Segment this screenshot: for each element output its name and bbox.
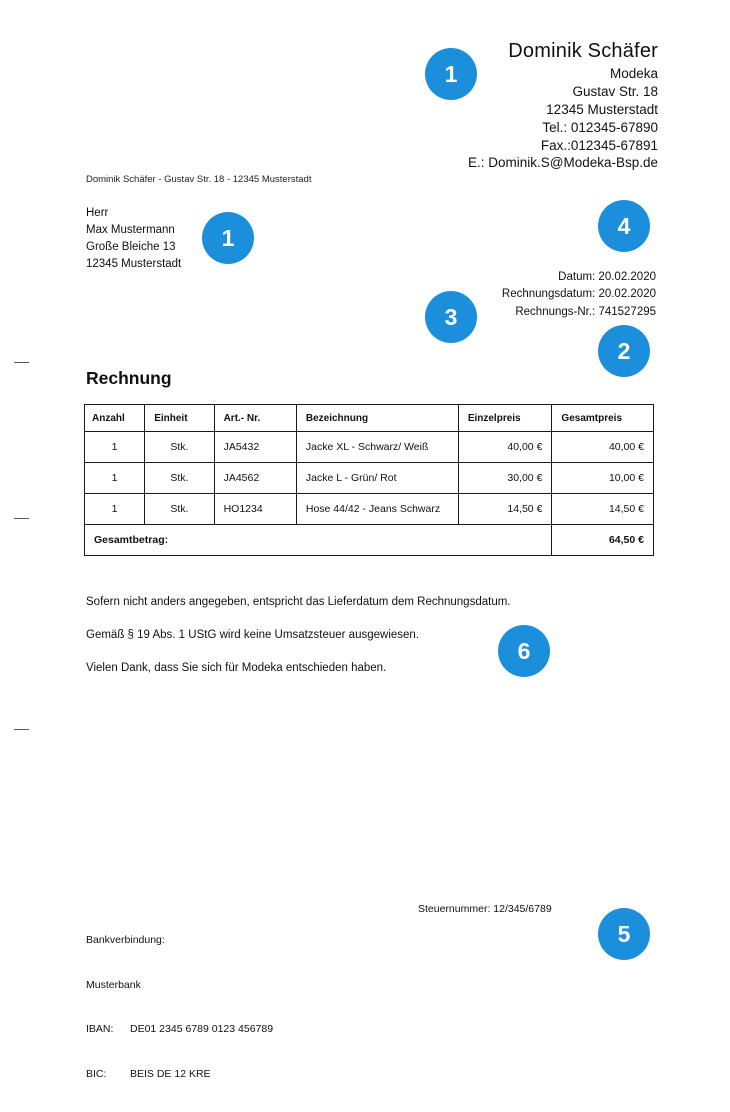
table-row (85, 463, 654, 494)
bic-value: BEIS DE 12 KRE (130, 1067, 211, 1080)
cell-gesamtpreis: 40,00 € (552, 432, 654, 463)
recipient-city: 12345 Musterstadt (86, 258, 182, 271)
recipient-salutation: Herr (86, 207, 109, 219)
col-einzelpreis: Einzelpreis (458, 405, 552, 432)
items-table-wrapper (84, 404, 654, 556)
iban-value: DE01 2345 6789 0123 456789 (130, 1023, 274, 1036)
recipient-block (86, 205, 181, 273)
iban-label: IBAN: (86, 1023, 114, 1036)
total-label: Gesamtbetrag: (85, 525, 552, 556)
total-value: 64,50 € (552, 525, 654, 556)
badge-invoice-number: 2 (598, 325, 650, 377)
col-gesamtpreis: Gesamtpreis (552, 405, 654, 432)
recipient-street: Große Bleiche 13 (86, 241, 176, 254)
bank-name: Musterbank (86, 978, 141, 991)
cell-bezeichnung: Jacke L - Grün/ Rot (296, 463, 458, 494)
col-bezeichnung: Bezeichnung (296, 405, 458, 432)
cell-einzelpreis: 14,50 € (458, 494, 552, 525)
col-anzahl: Anzahl (85, 405, 145, 432)
cell-anzahl: 1 (85, 494, 145, 525)
recipient-name: Max Mustermann (86, 224, 175, 237)
cell-einzelpreis: 30,00 € (458, 463, 552, 494)
col-artnr: Art.- Nr. (214, 405, 296, 432)
badge-notes: 6 (498, 625, 550, 677)
items-table-head (85, 405, 654, 432)
sender-city: 12345 Musterstadt (546, 102, 658, 118)
bic-label: BIC: (86, 1067, 107, 1080)
sender-fax: Fax.:012345-67891 (540, 137, 658, 153)
bic-row (86, 1067, 273, 1082)
cell-einheit: Stk. (145, 494, 214, 525)
bank-details (86, 903, 273, 1112)
page-title: Rechnung (86, 368, 172, 388)
cell-bezeichnung: Hose 44/42 - Jeans Schwarz (296, 494, 458, 525)
cell-artnr: JA5432 (214, 432, 296, 463)
items-table-body (85, 432, 654, 556)
fold-mark-middle (14, 518, 29, 519)
col-einheit: Einheit (145, 405, 214, 432)
cell-artnr: JA4562 (214, 463, 296, 494)
tax-number: Steuernummer: 12/345/6789 (418, 903, 552, 915)
iban-row (86, 1022, 273, 1037)
cell-einheit: Stk. (145, 432, 214, 463)
notes-block (86, 596, 511, 695)
badge-invoice-date: 3 (425, 291, 477, 343)
badge-tax-number: 5 (598, 908, 650, 960)
return-address-line: Dominik Schäfer - Gustav Str. 18 - 12345 Musterstadt (86, 174, 312, 185)
badge-sender: 1 (425, 48, 477, 100)
table-header-row (85, 405, 654, 432)
badge-date: 4 (598, 200, 650, 252)
sender-email: E.: Dominik.S@Modeka-Bsp.de (467, 155, 658, 171)
badge-recipient: 1 (202, 212, 254, 264)
sender-block (468, 38, 658, 172)
cell-einzelpreis: 40,00 € (458, 432, 552, 463)
cell-anzahl: 1 (85, 463, 145, 494)
invoice-number: Rechnungs-Nr.: 741527295 (515, 305, 656, 318)
note-delivery-date: Sofern nicht anders angegeben, entspricht das Lieferdatum dem Rechnungsdatum. (86, 596, 511, 608)
table-row (85, 432, 654, 463)
dates-block (502, 269, 656, 321)
cell-gesamtpreis: 14,50 € (552, 494, 654, 525)
cell-artnr: HO1234 (214, 494, 296, 525)
table-row (85, 494, 654, 525)
note-thanks: Vielen Dank, dass Sie sich für Modeka entschieden haben. (86, 662, 387, 674)
sender-phone: Tel.: 012345-67890 (542, 119, 658, 135)
fold-mark-top (14, 362, 29, 363)
items-table (84, 404, 654, 556)
bank-title: Bankverbindung: (86, 933, 165, 946)
table-total-row (85, 525, 654, 556)
fold-mark-bottom (14, 729, 29, 730)
cell-anzahl: 1 (85, 432, 145, 463)
sender-street: Gustav Str. 18 (572, 84, 658, 100)
note-vat-exemption: Gemäß § 19 Abs. 1 UStG wird keine Umsatzsteuer ausgewiesen. (86, 629, 420, 641)
sender-company: Modeka (609, 66, 658, 82)
cell-bezeichnung: Jacke XL - Schwarz/ Weiß (296, 432, 458, 463)
cell-einheit: Stk. (145, 463, 214, 494)
sender-name: Dominik Schäfer (508, 40, 658, 62)
cell-gesamtpreis: 10,00 € (552, 463, 654, 494)
invoice-date: Rechnungsdatum: 20.02.2020 (501, 288, 656, 301)
document-date: Datum: 20.02.2020 (558, 271, 656, 283)
